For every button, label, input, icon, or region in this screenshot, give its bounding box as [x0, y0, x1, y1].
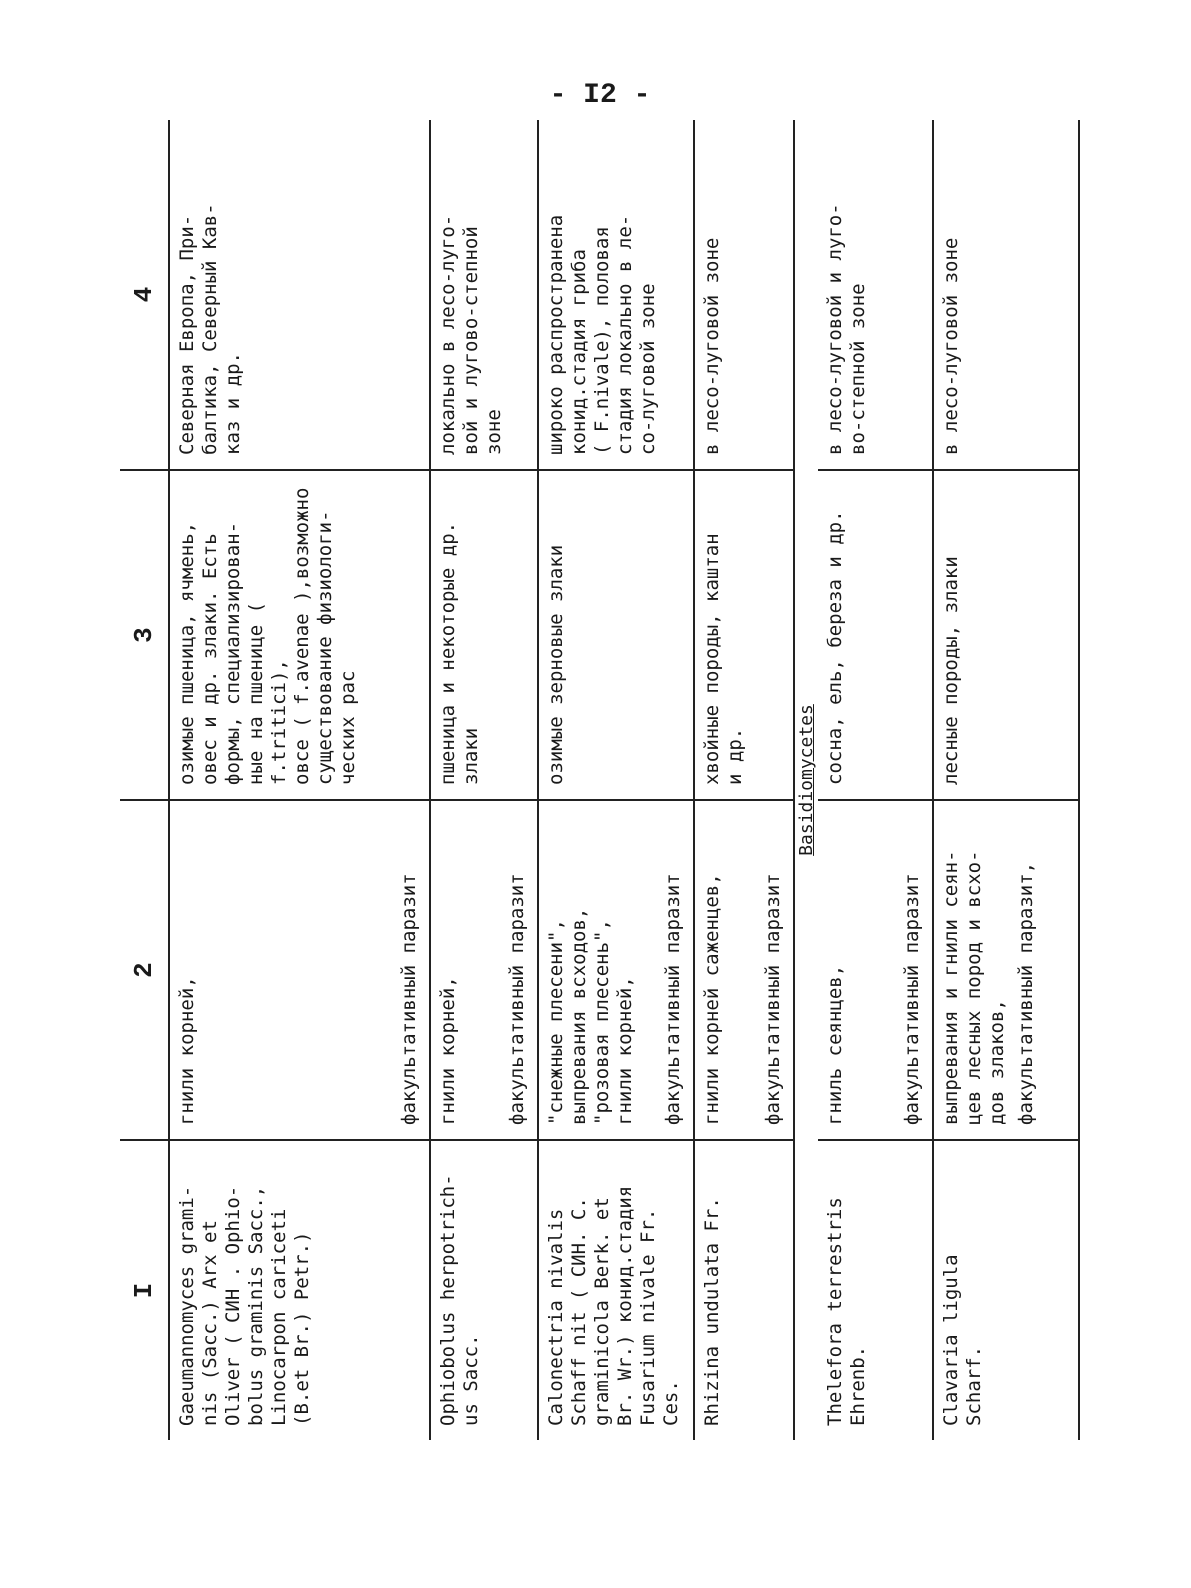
distribution-cell: локально в лесо-луго- вой и лугово-степной зоне [430, 120, 538, 470]
rotated-table-container [120, 120, 1037, 1440]
table-row [538, 120, 694, 1440]
species-cell: Ophiobolus herpotrich- us Sacc. [430, 1140, 538, 1440]
damage-text: гнили корней саженцев, [701, 873, 723, 1125]
species-cell: Gaeumannomyces grami- nis (Sacc.) Arx et Oliver ( СИН . Ophio- bolus graminis Sacc., Linocarpon cariceti (B.et Br.) Petr.) [169, 1140, 430, 1440]
col-header-3: 3 [120, 470, 169, 800]
damage-text: "снежные плесени", выпревания всходов, "розовая плесень", гнили корней, [545, 907, 636, 1125]
hosts-cell: сосна, ель, береза и др. [818, 470, 933, 800]
species-cell: Clavaria ligula Scharf. [933, 1140, 1079, 1440]
damage-cell [933, 800, 1079, 1140]
hosts-cell: озимые зерновые злаки [538, 470, 694, 800]
damage-cell [818, 800, 933, 1140]
parasite-type: факультативный паразит, [1015, 861, 1037, 1125]
col-header-4: 4 [120, 120, 169, 470]
damage-text: гнили корней, [437, 976, 459, 1125]
hosts-cell: лесные породы, злаки [933, 470, 1079, 800]
table-row [818, 120, 933, 1440]
damage-cell [694, 800, 794, 1140]
damage-text: гнили корней, [176, 976, 198, 1125]
parasite-type: факультативный паразит [901, 873, 923, 1125]
distribution-cell: в лесо-луговой зоне [933, 120, 1079, 470]
damage-cell [538, 800, 694, 1140]
species-cell: Rhizina undulata Fr. [694, 1140, 794, 1440]
distribution-cell: Северная Европа, При- балтика, Северный Кав- каз и др. [169, 120, 430, 470]
table-row [933, 120, 1079, 1440]
header-row [120, 120, 169, 1440]
section-row [794, 120, 818, 1440]
hosts-cell: озимые пшеница, ячмень, овес и др. злаки. Есть формы, специализирован- ные на пшенице ( f.tritici), овсе ( f.avenae ),возможно существование физиологи- ческих рас [169, 470, 430, 800]
species-cell: Thelefora terrestris Ehrenb. [818, 1140, 933, 1440]
species-cell: Calonectria nivalis Schaff nit ( СИН. C. graminicola Berk. et Br. Wr.) конид.стадия Fusarium nivale Fr. Ces. [538, 1140, 694, 1440]
col-header-1: I [120, 1140, 169, 1440]
damage-cell [169, 800, 430, 1140]
page-number: - I2 - [549, 80, 651, 111]
parasite-type: факультативный паразит [398, 873, 420, 1125]
table-row [694, 120, 794, 1440]
fungi-table [120, 120, 1080, 1440]
damage-text: выпревания и гнили сеян- цев лесных пород и всхо- дов злаков, [940, 850, 1008, 1125]
parasite-type: факультативный паразит [762, 873, 784, 1125]
distribution-cell: в лесо-луговой и луго- во-степной зоне [818, 120, 933, 470]
distribution-cell: в лесо-луговой зоне [694, 120, 794, 470]
table-row [430, 120, 538, 1440]
table-row [169, 120, 430, 1440]
hosts-cell: хвойные породы, каштан и др. [694, 470, 794, 800]
parasite-type: факультативный паразит [506, 873, 528, 1125]
section-label: Basidiomycetes [796, 704, 817, 856]
col-header-2: 2 [120, 800, 169, 1140]
damage-cell [430, 800, 538, 1140]
damage-text: гниль сеянцев, [824, 964, 846, 1125]
distribution-cell: широко распространена конид.стадия гриба ( F.nivale), половая стадия локально в ле- со-луговой зоне [538, 120, 694, 470]
hosts-cell: пшеница и некоторые др. злаки [430, 470, 538, 800]
parasite-type: факультативный паразит [662, 873, 684, 1125]
